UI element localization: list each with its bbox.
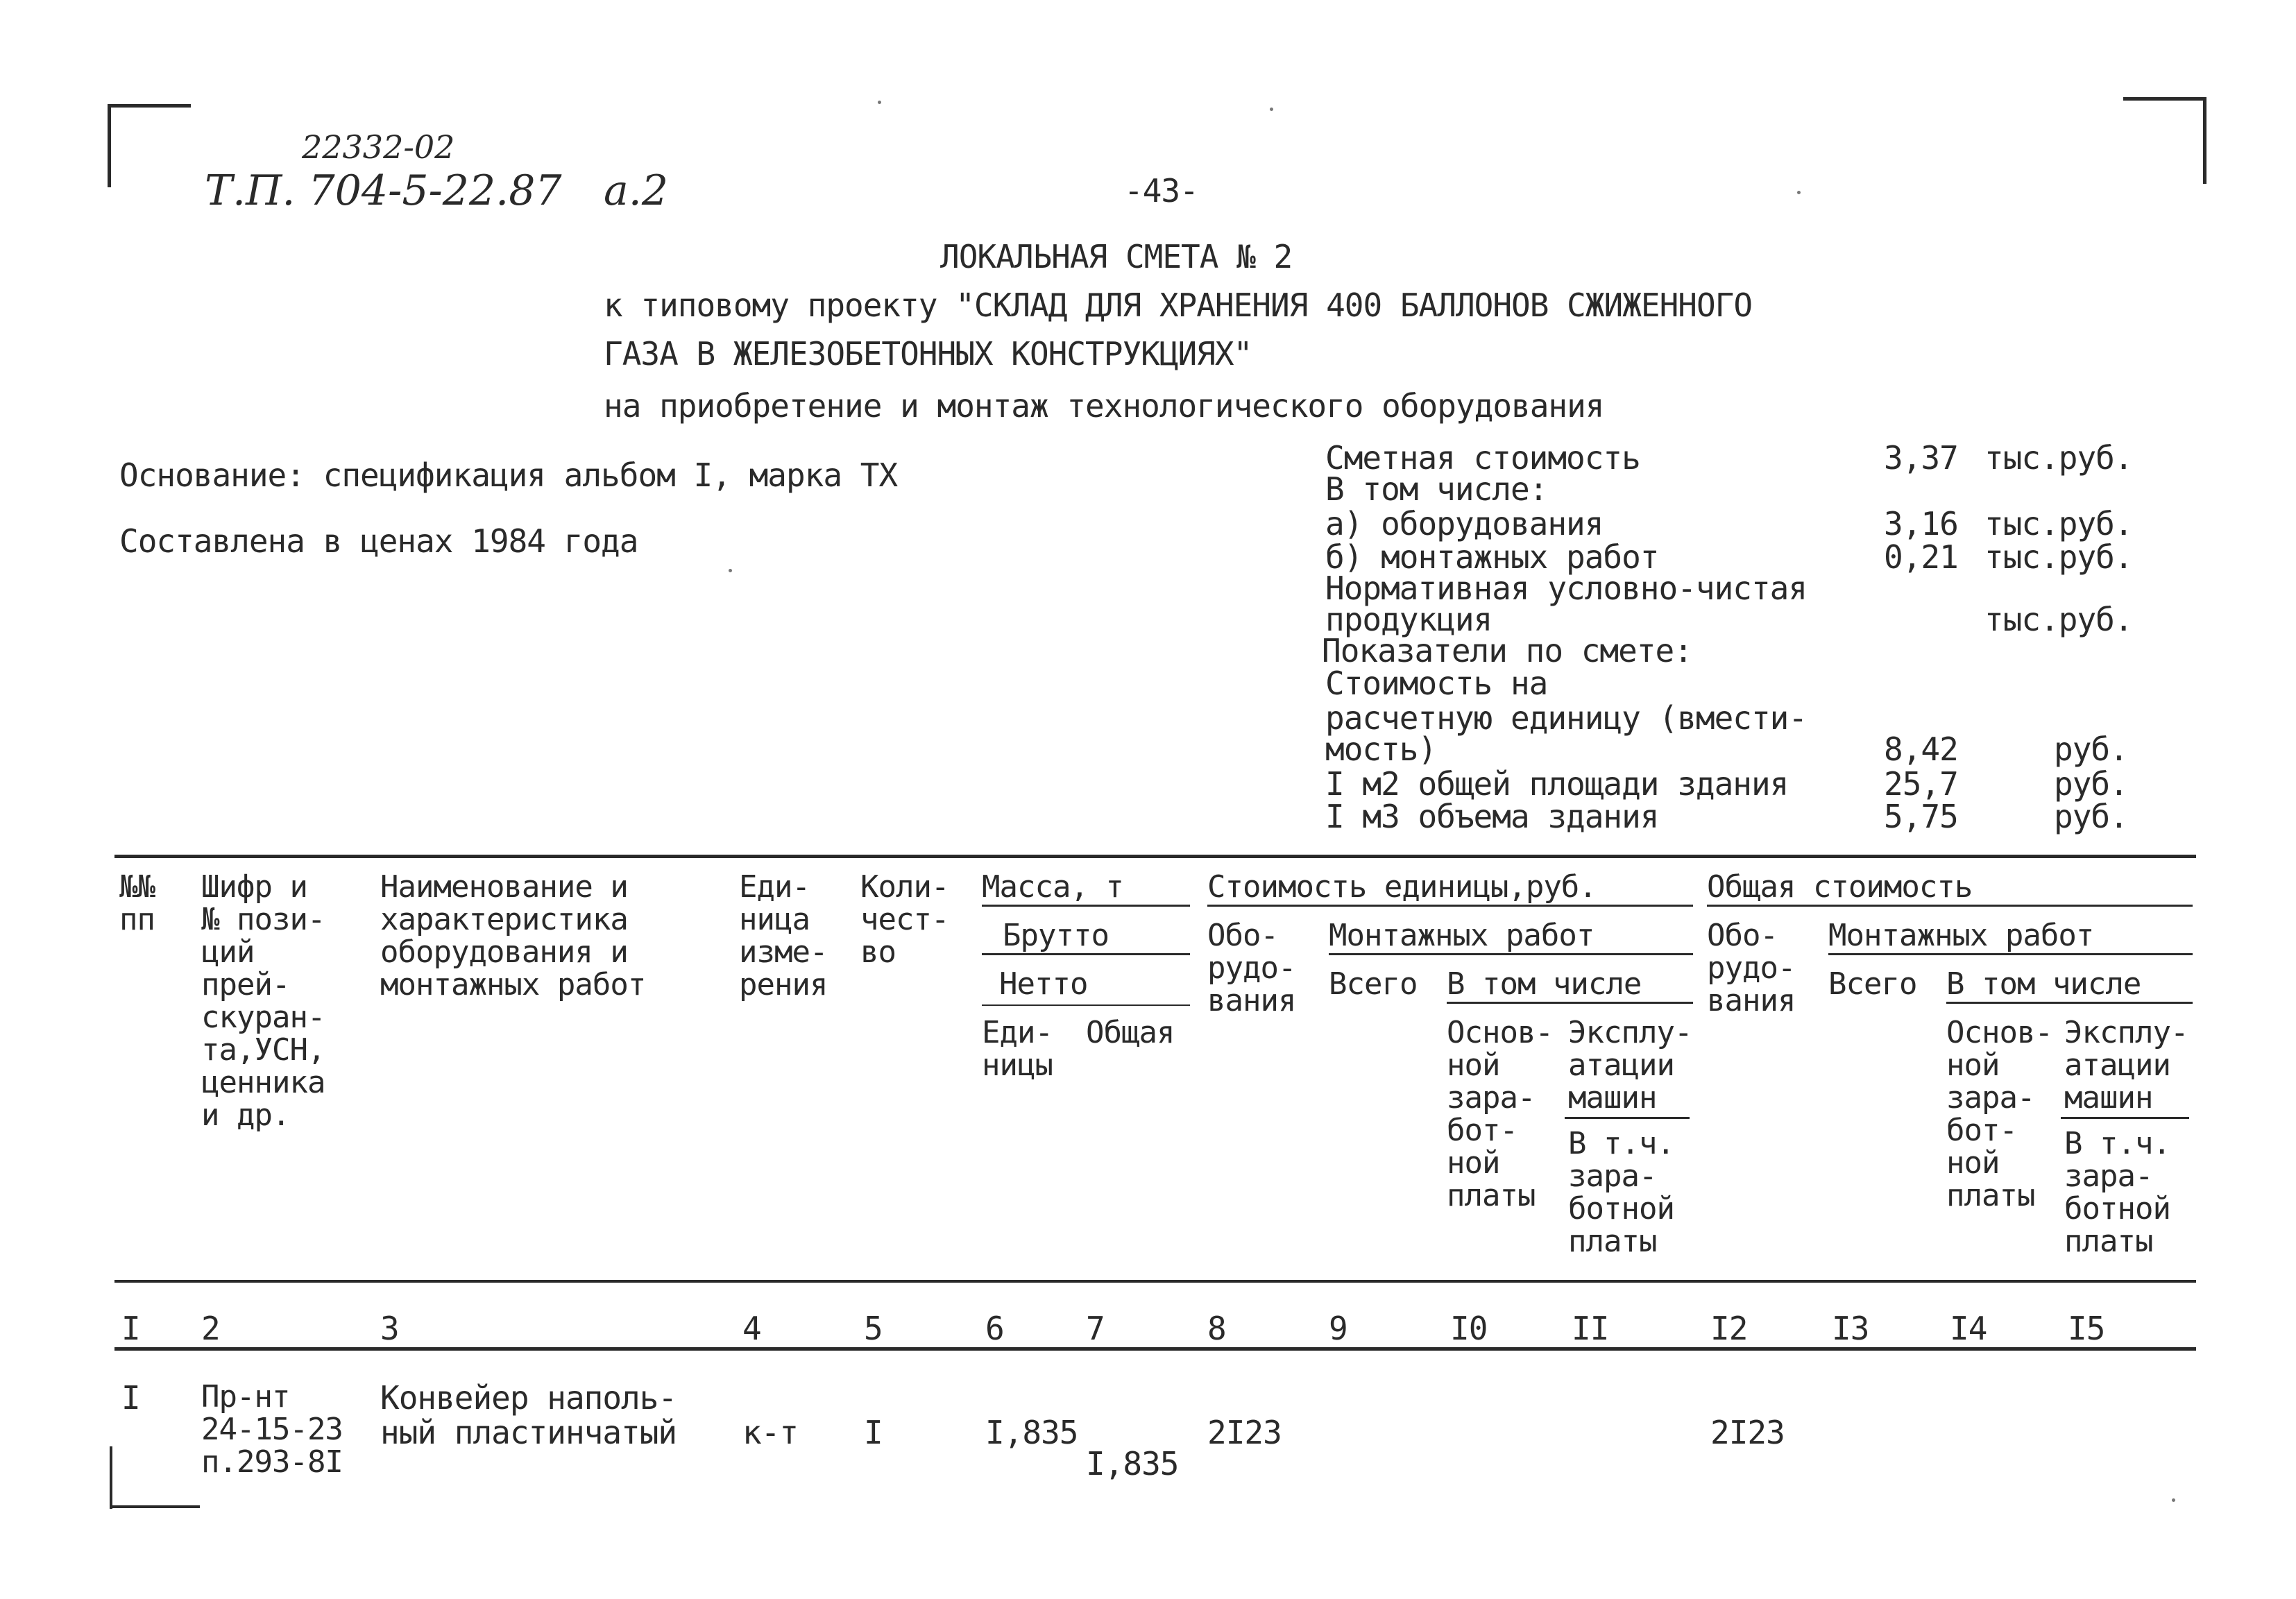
col-number: 7 <box>1086 1310 1105 1347</box>
frame-corner-bottom-left-v <box>110 1446 112 1509</box>
header-total-cost: Общая стоимость <box>1707 871 2193 907</box>
col-number: 4 <box>742 1310 761 1347</box>
install-value: 0,21 <box>1884 538 1958 576</box>
scan-speck <box>1797 191 1801 194</box>
header-total-mass: Общая <box>1086 1015 1175 1050</box>
row-code: Пр-нт 24-15-23 п.293-8I <box>201 1379 343 1480</box>
scan-speck <box>729 569 732 572</box>
header-total: Всего <box>1329 966 1418 1002</box>
norm-label-2: продукция <box>1325 601 1493 638</box>
header-installation-2: Монтажных работ <box>1828 919 2193 955</box>
col-number: I0 <box>1450 1310 1488 1347</box>
header-installation: Монтажных работ <box>1329 919 1693 955</box>
col-number: 5 <box>864 1310 883 1347</box>
title-line-3: ГАЗА В ЖЕЛЕЗОБЕТОННЫХ КОНСТРУКЦИЯХ" <box>604 335 1252 373</box>
header-unit: Еди- ница изме- рения <box>739 869 828 1002</box>
norm-label-1: Нормативная условно-чистая <box>1325 570 1808 607</box>
row-name: Конвейер наполь- ный пластинчатый <box>380 1379 677 1451</box>
col-number: I5 <box>2068 1310 2105 1347</box>
prices-text: Составлена в ценах 1984 года <box>119 522 638 560</box>
scan-speck <box>2172 1498 2175 1502</box>
col-number: I3 <box>1832 1310 1869 1347</box>
header-quantity: Коли- чест- во <box>860 869 949 970</box>
install-unit: тыс.руб. <box>1984 538 2133 576</box>
row-total-equipment-cost: 2I23 <box>1710 1414 1785 1451</box>
col-number: I2 <box>1710 1310 1748 1347</box>
header-unit-cost: Стоимость единицы,руб. <box>1207 871 1693 907</box>
title-line-4: на приобретение и монтаж технологического оборудования <box>604 387 1604 425</box>
document-title: ЛОКАЛЬНАЯ СМЕТА № 2 <box>940 238 1293 275</box>
col-number: I <box>121 1310 140 1347</box>
column-numbers-bottom-rule <box>114 1347 2196 1351</box>
header-machine-wage-2: В т.ч. зара- ботной платы <box>2064 1126 2170 1259</box>
header-row-number: №№ пп <box>119 869 155 937</box>
area-unit: руб. <box>2054 765 2128 803</box>
header-equipment-2: Обо- рудо- вания <box>1707 918 1796 1018</box>
row-mass-unit: I,835 <box>985 1414 1078 1451</box>
header-brutto: Брутто <box>982 919 1190 955</box>
est-cost-unit: тыс.руб. <box>1984 439 2133 477</box>
install-label: б) монтажных работ <box>1325 538 1659 576</box>
album-mark: а.2 <box>604 166 669 215</box>
cost-per-label-3: мость) <box>1325 730 1437 768</box>
header-base-wage-2: Основ- ной зара- бот- ной платы <box>1946 1015 2052 1213</box>
scan-speck <box>1270 108 1273 111</box>
area-label: I м2 общей площади здания <box>1325 765 1789 803</box>
project-reference: Т.П. 704-5-22.87 <box>205 166 562 215</box>
col-number: I4 <box>1950 1310 1987 1347</box>
basis-text: Основание: спецификация альбом I, марка ТХ <box>119 456 898 494</box>
cost-per-unit: руб. <box>2054 730 2128 768</box>
cost-per-label-1: Стоимость на <box>1325 665 1548 702</box>
norm-unit: тыс.руб. <box>1984 601 2133 638</box>
table-header-bottom-rule <box>114 1280 2196 1283</box>
header-total-2: Всего <box>1828 966 1917 1002</box>
frame-corner-bottom-left-h <box>110 1505 200 1508</box>
volume-label: I м3 объема здания <box>1325 798 1659 835</box>
title-line-2: к типовому проекту "СКЛАД ДЛЯ ХРАНЕНИЯ 400 БАЛЛОНОВ СЖИЖЕННОГО <box>604 287 1753 324</box>
page-number: -43- <box>1124 172 1198 210</box>
header-machine-wage: В т.ч. зара- ботной платы <box>1568 1126 1674 1259</box>
frame-corner-top-right-h <box>2123 97 2206 101</box>
header-mass: Масса, т <box>982 871 1190 907</box>
header-including: В том числе <box>1447 968 1693 1004</box>
col-number: 8 <box>1207 1310 1226 1347</box>
frame-corner-top-left-v <box>108 104 111 187</box>
netto-underline <box>982 1004 1190 1006</box>
row-mass-total: I,835 <box>1086 1445 1179 1482</box>
col-number: 9 <box>1329 1310 1347 1347</box>
cost-per-value: 8,42 <box>1884 730 1958 768</box>
volume-unit: руб. <box>2054 798 2128 835</box>
header-unit-mass: Еди- ницы <box>982 1015 1053 1083</box>
header-base-wage: Основ- ной зара- бот- ной платы <box>1447 1015 1553 1213</box>
col-number: II <box>1572 1310 1609 1347</box>
header-equipment: Обо- рудо- вания <box>1207 918 1296 1018</box>
col-number: 3 <box>380 1310 399 1347</box>
est-cost-label: Сметная стоимость <box>1325 439 1640 477</box>
incl-label: В том числе: <box>1325 470 1548 508</box>
header-code: Шифр и № пози- ций прей- скуран- та,УСН, ценника и др. <box>201 869 325 1133</box>
equip-value: 3,16 <box>1884 505 1958 542</box>
header-machines-2: Эксплу- атации машин <box>2064 1015 2188 1115</box>
cost-per-label-2: расчетную единицу (вмести- <box>1325 699 1808 737</box>
col-number: 2 <box>201 1310 220 1347</box>
indicators-label: Показатели по смете: <box>1322 632 1692 669</box>
area-value: 25,7 <box>1884 765 1958 803</box>
row-quantity: I <box>864 1414 883 1451</box>
frame-corner-top-right-v <box>2203 97 2206 184</box>
header-netto: Нетто <box>999 966 1088 1002</box>
equip-label: а) оборудования <box>1325 505 1604 542</box>
volume-value: 5,75 <box>1884 798 1958 835</box>
machines-underline <box>1565 1117 1690 1119</box>
row-equipment-cost: 2I23 <box>1207 1414 1282 1451</box>
est-cost-value: 3,37 <box>1884 439 1958 477</box>
header-machines: Эксплу- атации машин <box>1568 1015 1692 1115</box>
document-code: 22332-02 <box>302 128 455 166</box>
table-top-rule <box>114 855 2196 858</box>
row-number: I <box>121 1379 140 1417</box>
scan-speck <box>878 101 881 104</box>
equip-unit: тыс.руб. <box>1984 505 2133 542</box>
col-number: 6 <box>985 1310 1004 1347</box>
machines-2-underline <box>2061 1117 2189 1119</box>
frame-corner-top-left-h <box>108 104 191 108</box>
row-unit: к-т <box>742 1414 799 1451</box>
header-name: Наименование и характеристика оборудования и монтажных работ <box>380 869 646 1002</box>
header-including-2: В том числе <box>1946 968 2193 1004</box>
